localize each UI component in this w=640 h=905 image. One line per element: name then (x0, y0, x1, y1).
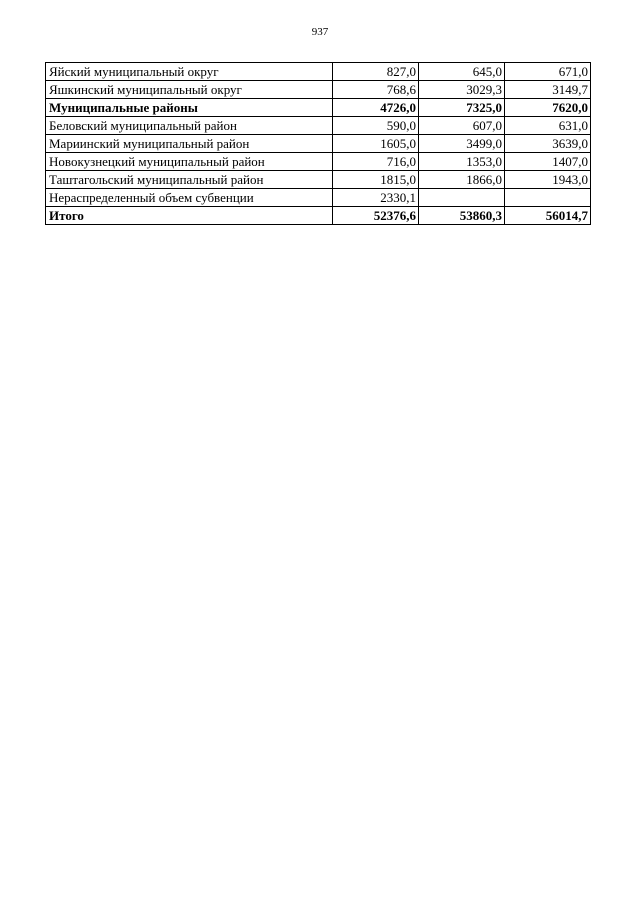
row-name: Муниципальные районы (46, 99, 333, 117)
row-value-3: 3639,0 (505, 135, 591, 153)
row-value-2: 607,0 (419, 117, 505, 135)
row-value-3: 1407,0 (505, 153, 591, 171)
table-row-yaysky (46, 63, 591, 81)
table-row-unallocated (46, 189, 591, 207)
row-name: Мариинский муниципальный район (46, 135, 333, 153)
row-value-1: 590,0 (333, 117, 419, 135)
row-value-2: 53860,3 (419, 207, 505, 225)
row-value-3: 7620,0 (505, 99, 591, 117)
row-value-2: 3499,0 (419, 135, 505, 153)
row-value-1: 716,0 (333, 153, 419, 171)
row-value-2 (419, 189, 505, 207)
row-value-2: 3029,3 (419, 81, 505, 99)
table-row-mariinsky (46, 135, 591, 153)
row-value-3: 1943,0 (505, 171, 591, 189)
row-value-1: 1605,0 (333, 135, 419, 153)
row-value-2: 1353,0 (419, 153, 505, 171)
subvention-table (45, 62, 591, 225)
table-row-novokuznetsky (46, 153, 591, 171)
row-name: Таштагольский муниципальный район (46, 171, 333, 189)
row-value-2: 7325,0 (419, 99, 505, 117)
row-name: Яшкинский муниципальный округ (46, 81, 333, 99)
row-value-3: 56014,7 (505, 207, 591, 225)
row-value-3: 3149,7 (505, 81, 591, 99)
row-name: Яйский муниципальный округ (46, 63, 333, 81)
row-value-1: 827,0 (333, 63, 419, 81)
row-name: Итого (46, 207, 333, 225)
row-name: Беловский муниципальный район (46, 117, 333, 135)
page-number: 937 (311, 26, 329, 38)
row-value-3 (505, 189, 591, 207)
table-row-tashtagolsky (46, 171, 591, 189)
row-value-3: 631,0 (505, 117, 591, 135)
row-value-2: 645,0 (419, 63, 505, 81)
table-row-municipal-districts-subtotal (46, 99, 591, 117)
row-value-1: 2330,1 (333, 189, 419, 207)
table-row-total (46, 207, 591, 225)
table-row-yashkinsky (46, 81, 591, 99)
row-value-1: 1815,0 (333, 171, 419, 189)
row-value-1: 4726,0 (333, 99, 419, 117)
row-value-1: 768,6 (333, 81, 419, 99)
row-value-1: 52376,6 (333, 207, 419, 225)
row-value-3: 671,0 (505, 63, 591, 81)
row-value-2: 1866,0 (419, 171, 505, 189)
row-name: Новокузнецкий муниципальный район (46, 153, 333, 171)
table-row-belovsky (46, 117, 591, 135)
row-name: Нераспределенный объем субвенции (46, 189, 333, 207)
